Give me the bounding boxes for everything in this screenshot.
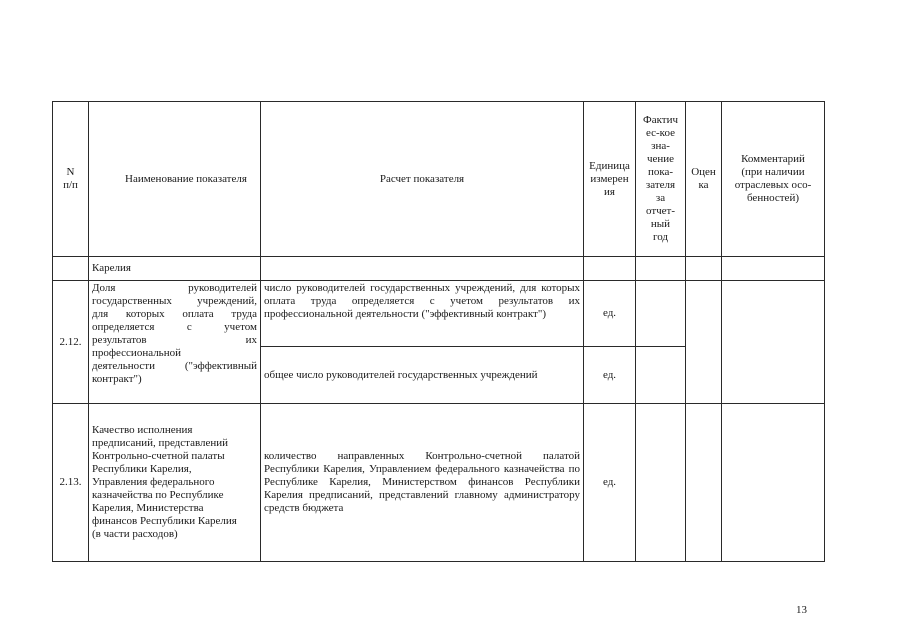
row-number-2-12: 2.12. xyxy=(53,281,89,404)
table-row-karelia xyxy=(53,257,825,281)
table-row-2-12-a xyxy=(53,281,825,347)
name-line: государственных учреждений, xyxy=(92,295,257,307)
header-name: Наименование показателя xyxy=(89,102,261,257)
name-line: результатов их xyxy=(92,334,257,346)
cell-empty xyxy=(686,281,722,404)
name-line: определяется с учетом xyxy=(92,321,257,333)
cell-empty xyxy=(722,257,825,281)
cell-empty xyxy=(686,404,722,562)
header-actual-value: Фактич ес-кое зна- чение пока- зателя за отчет- ный год xyxy=(636,102,686,257)
cell-num-empty xyxy=(53,257,89,281)
row-number-2-13: 2.13. xyxy=(53,404,89,562)
header-row xyxy=(53,102,825,257)
name-line: профессиональной xyxy=(92,347,181,359)
cell-name-karelia: Карелия xyxy=(89,257,261,281)
name-line: Доля руководителей xyxy=(92,282,257,294)
unit-2-13: ед. xyxy=(584,404,636,562)
cell-empty xyxy=(636,281,686,347)
header-unit: Единица измерен ия xyxy=(584,102,636,257)
cell-empty xyxy=(636,257,686,281)
cell-empty xyxy=(584,257,636,281)
cell-empty xyxy=(261,257,584,281)
cell-empty xyxy=(686,257,722,281)
calc-2-13: количество направленных Контрольно-счетной палатой Республики Карелия, Управлением федерального казначейства по Республике Карелия, Министерством финансов Республики Карелия предписаний, представлений главному администратору средств бюджета xyxy=(261,404,584,562)
name-line: для которых оплата труда xyxy=(92,308,257,320)
header-num: N п/п xyxy=(53,102,89,257)
header-calc: Расчет показателя xyxy=(261,102,584,257)
unit-2-12-a: ед. xyxy=(584,281,636,347)
calc-numerator-2-12: число руководителей государственных учреждений, для которых оплата труда определяется с учетом результатов их профессиональной деятельности ("эффективный контракт") xyxy=(261,281,584,347)
cell-empty xyxy=(722,281,825,404)
header-score: Оцен ка xyxy=(686,102,722,257)
indicators-table xyxy=(52,101,825,562)
name-tail: деятельности ("эффективный контракт") xyxy=(92,360,257,385)
cell-empty xyxy=(636,347,686,404)
cell-empty xyxy=(636,404,686,562)
indicator-name-2-13: Качество исполнения предписаний, представлений Контрольно-счетной палаты Республики Карелия, Управления федерального казначейства по Республике Карелия, Министерства финансов Республики Карелия (в части расходов) xyxy=(89,404,261,562)
calc-denominator-2-12: общее число руководителей государственных учреждений xyxy=(261,347,584,404)
cell-empty xyxy=(722,404,825,562)
header-comment: Комментарий (при наличии отраслевых осо- бенностей) xyxy=(722,102,825,257)
unit-2-12-b: ед. xyxy=(584,347,636,404)
indicator-name-2-12 xyxy=(89,281,261,404)
page-number: 13 xyxy=(796,604,807,616)
table-row-2-13 xyxy=(53,404,825,562)
